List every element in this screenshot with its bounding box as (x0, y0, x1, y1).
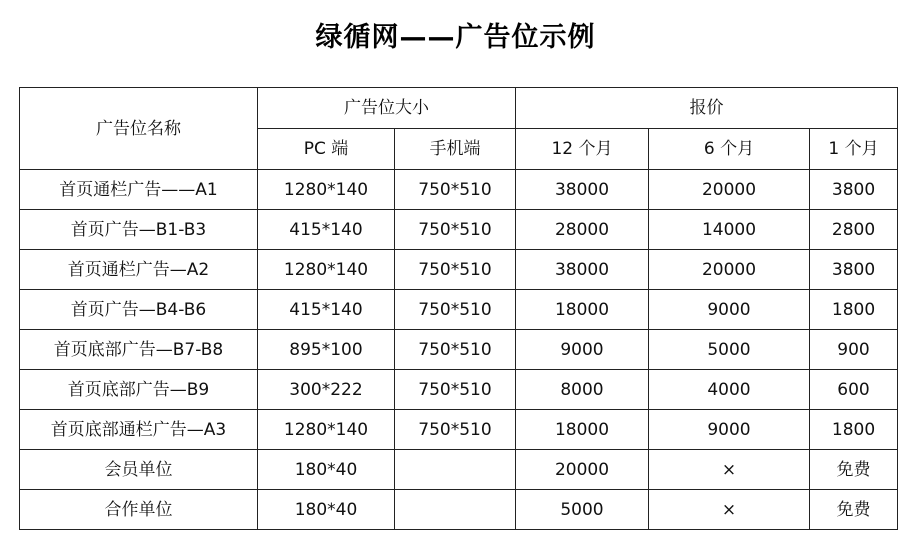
table-row (20, 410, 898, 450)
cell-12-months: 38000 (516, 250, 649, 290)
cell-1-month: 900 (810, 330, 898, 370)
cell-pc: 300*222 (258, 370, 395, 410)
cell-pc: 1280*140 (258, 170, 395, 210)
cell-mobile: 750*510 (395, 330, 516, 370)
cell-12-months: 8000 (516, 370, 649, 410)
page-title: 绿循网——广告位示例 (315, 22, 596, 53)
header-price-group: 报价 (516, 88, 898, 129)
cell-1-month: 3800 (810, 170, 898, 210)
ad-price-table (19, 87, 898, 530)
cell-6-months: 4000 (649, 370, 810, 410)
cell-pc: 1280*140 (258, 250, 395, 290)
header-6-months: 6 个月 (649, 129, 810, 170)
cell-name: 首页底部广告—B9 (20, 370, 258, 410)
table-body (20, 88, 898, 530)
table-row (20, 330, 898, 370)
cell-6-months: 9000 (649, 410, 810, 450)
cell-12-months: 18000 (516, 410, 649, 450)
cell-name: 首页广告—B4-B6 (20, 290, 258, 330)
cell-6-months: 20000 (649, 250, 810, 290)
cell-pc: 180*40 (258, 490, 395, 530)
header-pc: PC 端 (258, 129, 395, 170)
cell-mobile: 750*510 (395, 210, 516, 250)
cell-6-months: 20000 (649, 170, 810, 210)
cell-name: 会员单位 (20, 450, 258, 490)
cell-mobile: 750*510 (395, 290, 516, 330)
table-row (20, 250, 898, 290)
cell-name: 首页底部广告—B7-B8 (20, 330, 258, 370)
cell-1-month: 1800 (810, 290, 898, 330)
header-row-1 (20, 88, 898, 129)
header-12-months: 12 个月 (516, 129, 649, 170)
cell-mobile: 750*510 (395, 410, 516, 450)
cell-1-month: 600 (810, 370, 898, 410)
cell-name: 首页底部通栏广告—A3 (20, 410, 258, 450)
cell-mobile: 750*510 (395, 170, 516, 210)
cell-pc: 415*140 (258, 290, 395, 330)
cell-12-months: 18000 (516, 290, 649, 330)
cell-12-months: 20000 (516, 450, 649, 490)
table-row (20, 450, 898, 490)
cell-12-months: 5000 (516, 490, 649, 530)
cell-6-months: 9000 (649, 290, 810, 330)
table-row (20, 370, 898, 410)
header-size-group: 广告位大小 (258, 88, 516, 129)
cell-mobile (395, 450, 516, 490)
cell-1-month: 免费 (810, 450, 898, 490)
header-mobile: 手机端 (395, 129, 516, 170)
cell-1-month: 3800 (810, 250, 898, 290)
cell-name: 合作单位 (20, 490, 258, 530)
cell-pc: 895*100 (258, 330, 395, 370)
cell-6-months: 5000 (649, 330, 810, 370)
cell-6-months: 14000 (649, 210, 810, 250)
cell-pc: 1280*140 (258, 410, 395, 450)
table-row (20, 290, 898, 330)
cell-pc: 415*140 (258, 210, 395, 250)
cell-1-month: 免费 (810, 490, 898, 530)
cell-6-months: × (649, 490, 810, 530)
header-name: 广告位名称 (20, 88, 258, 170)
table-row (20, 170, 898, 210)
cell-pc: 180*40 (258, 450, 395, 490)
cell-6-months: × (649, 450, 810, 490)
cell-name: 首页通栏广告—A2 (20, 250, 258, 290)
cell-mobile: 750*510 (395, 370, 516, 410)
cell-12-months: 9000 (516, 330, 649, 370)
cell-1-month: 1800 (810, 410, 898, 450)
cell-12-months: 38000 (516, 170, 649, 210)
cell-mobile: 750*510 (395, 250, 516, 290)
header-1-month: 1 个月 (810, 129, 898, 170)
cell-12-months: 28000 (516, 210, 649, 250)
table-row (20, 210, 898, 250)
cell-name: 首页通栏广告——A1 (20, 170, 258, 210)
cell-1-month: 2800 (810, 210, 898, 250)
table-row (20, 490, 898, 530)
cell-mobile (395, 490, 516, 530)
cell-name: 首页广告—B1-B3 (20, 210, 258, 250)
